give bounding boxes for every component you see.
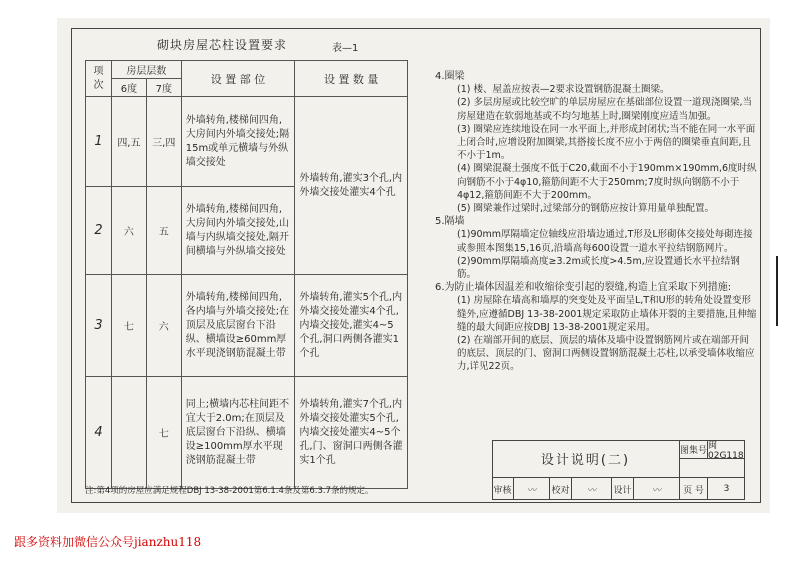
sheet-title: 设计说明(二) <box>492 440 680 478</box>
row-position: 外墙转角,楼梯间四角,大房间内外墙交接处;隔15m或单元横墙与外纵墙交接处 <box>181 97 295 187</box>
drawing-sheet <box>57 18 770 513</box>
row-count: 外墙转角,灌实5个孔,内外墙交接处灌实4个孔,内墙交接处,灌实4~5个孔,洞口两侧各灌实1个孔 <box>295 275 408 377</box>
row-7-degree: 六 <box>146 275 181 377</box>
review-label: 审核 <box>492 478 514 500</box>
row-index: 2 <box>86 187 112 275</box>
title-block <box>492 440 745 500</box>
page-number: 3 <box>723 484 730 494</box>
header-position: 设 置 部 位 <box>181 61 295 97</box>
row-7-degree: 五 <box>146 187 181 275</box>
header-7-degree: 7度 <box>146 79 181 97</box>
table-number: 表—1 <box>332 43 359 54</box>
ring-beam-item: (3) 圈梁应连续地设在同一水平面上,并形成封闭状;当不能在同一水平面上闭合时,应增设附加圈梁,其搭接长度不应小于两倍的圈梁垂直间距,且不小于1m。 <box>457 123 756 162</box>
page-label: 页 号 <box>680 478 708 500</box>
row-index: 1 <box>86 97 112 187</box>
design-notes <box>435 70 757 374</box>
header-floors: 房层层数 <box>111 61 181 79</box>
ring-beam-item: (5) 圈梁兼作过梁时,过梁部分的钢筋应按计算用量单独配置。 <box>457 203 714 215</box>
row-index: 4 <box>86 377 112 489</box>
ring-beam-item: (4) 圈梁混凝土强度不低于C20,截面不小于190mm×190mm,6度时纵向钢筋不小于4φ10,箍筋间距不大于250mm;7度时纵向钢筋不小于4φ12,箍筋间距不大于200mm。 <box>457 163 757 201</box>
core-column-requirements-table <box>85 60 408 489</box>
atlas-number: 闽02G118 <box>708 440 744 461</box>
row-6-degree: 七 <box>111 275 146 377</box>
row-7-degree: 七 <box>146 377 181 489</box>
row-position: 外墙转角,楼梯间四角,各内墙与外墙交接处;在顶层及底层窗台下沿纵、横墙设≥60mm厚水平现浇钢筋混凝土带 <box>181 275 295 377</box>
table-note: 注:第4项的房屋应满足规程DBJ 13-38-2001第6.1.4条及第6.3.7条的规定。 <box>85 486 374 496</box>
design-label: 设计 <box>612 478 634 500</box>
table-row <box>86 97 408 187</box>
table-title: 砌块房屋芯柱设置要求 <box>157 38 288 52</box>
section-partition-title: 5.隔墙 <box>435 216 465 228</box>
row-position: 同上;横墙内芯柱间距不宜大于2.0m;在顶层及底层窗台下沿纵、横墙设≥100mm厚水平现浇钢筋混凝土带 <box>181 377 295 489</box>
header-6-degree: 6度 <box>111 79 146 97</box>
row-index: 3 <box>86 275 112 377</box>
row-6-degree: 四,五 <box>111 97 146 187</box>
atlas-spacer <box>680 459 745 478</box>
partition-item: (1)90mm厚隔墙定位轴线应沿墙边通过,T形及L形砌体交接处每砌连接或参照本图集15,16页,沿墙高每600设置一道水平拉结钢筋网片。 <box>457 229 753 254</box>
crack-prevention-item: (1) 房屋除在墙高和墙厚的突变处及平面呈L,T和U形的转角处设置变形缝外,应遵循DBJ 13-38-2001规定采取防止墙体开裂的主要措施,且伸缩缝的最大间距应按DBJ 13-38-2001规定采用。 <box>457 295 757 333</box>
section-ring-beam-title: 4.圈梁 <box>435 71 465 82</box>
binding-mark <box>776 256 778 326</box>
footer-text: 跟多资料加微信公众号jianzhu118 <box>14 535 202 549</box>
row-6-degree <box>111 377 146 489</box>
review-signature: 〰︎ <box>514 478 550 500</box>
ring-beam-item: (1) 楼、屋盖应按表—2要求设置钢筋混凝土圈梁。 <box>457 84 670 96</box>
header-count: 设 置 数 量 <box>295 61 408 97</box>
row-position: 外墙转角,楼梯间四角,大房间内外墙交接处,山墙与内纵墙交接处,隔开间横墙与外纵墙交接处 <box>181 187 295 275</box>
row-count: 外墙转角,灌实7个孔,内外墙交接处灌实5个孔,内墙交接处灌实4~5个孔,门、窗洞口两侧各灌实1个孔 <box>295 377 408 489</box>
table-row <box>86 275 408 377</box>
crack-prevention-item: (2) 在端部开间的底层、顶层的墙体及墙中设置钢筋网片或在端部开间的底层、顶层的门、窗洞口两侧设置钢筋混凝土芯柱,以承受墙体收缩应力,详见22页。 <box>457 335 755 373</box>
design-signature: 〰︎ <box>634 478 680 500</box>
header-index: 项次 <box>86 61 112 97</box>
check-signature: 〰︎ <box>572 478 612 500</box>
row-6-degree: 六 <box>111 187 146 275</box>
check-label: 校对 <box>550 478 572 500</box>
table-row <box>86 377 408 489</box>
ring-beam-item: (2) 多层房屋或比较空旷的单层房屋应在基础部位设置一道现浇圈梁,当房屋建造在软弱地基或不均匀地基上时,圈梁刚度应适当加强。 <box>457 97 752 122</box>
atlas-label: 图集号 <box>680 440 708 459</box>
row-7-degree: 三,四 <box>146 97 181 187</box>
section-crack-prevention-title: 6.为防止墙体因温差和收缩徐变引起的裂缝,构造上宜采取下列措施: <box>435 282 732 294</box>
partition-item: (2)90mm厚隔墙高度≥3.2m或长度>4.5m,应设置通长水平拉结钢筋。 <box>457 255 740 281</box>
row-count: 外墙转角,灌实3个孔,内外墙交接处灌实4个孔 <box>295 97 408 275</box>
